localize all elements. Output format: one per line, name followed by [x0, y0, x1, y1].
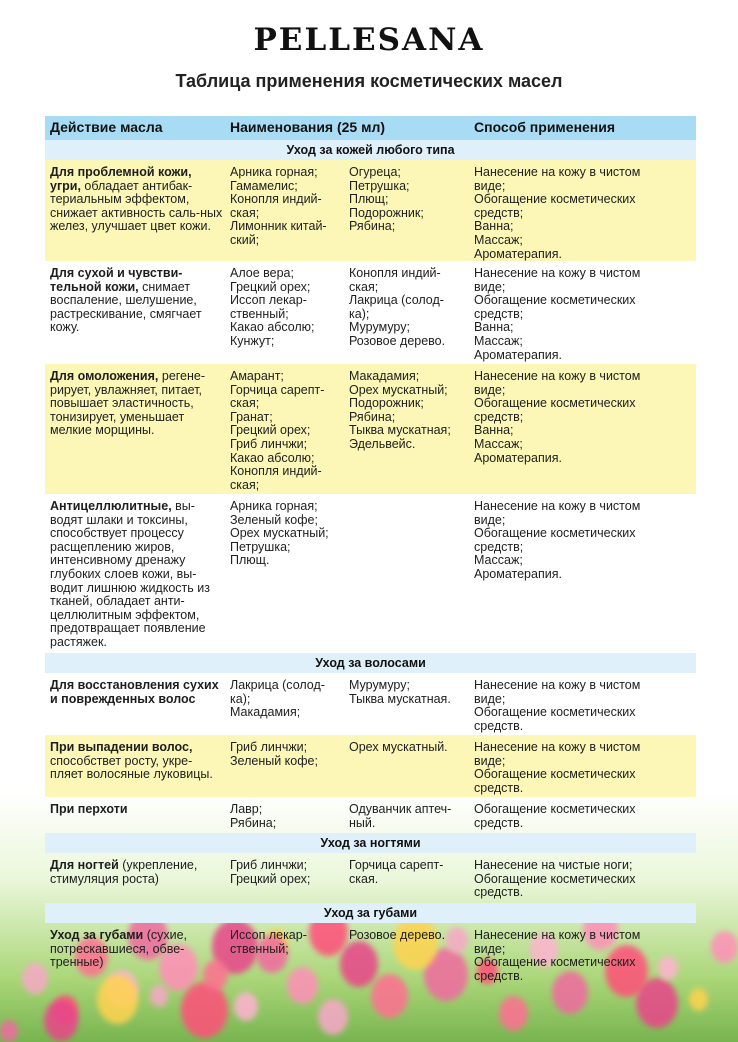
method-cell: Нанесение на кожу в чистом виде; Обогащение косметических средств; Массаж; Ароматерапия. — [474, 499, 641, 581]
oil-names-col1: Гриб линчжи; Грецкий орех; — [230, 858, 311, 886]
action-description: вы-водят шлаки и токсины, способствует процессу расщеплению жиров, интенсивному дренажу глубоких слоев кожи, вы-водит лишнюю жидкость из тканей, обладает анти-целлюлитным эффектом, предотвращает появление растяжек. — [50, 499, 210, 649]
oil-names-col1: Арника горная; Гамамелис; Конопля индий- ская; Лимонник китай- ский; — [230, 165, 327, 247]
table-row — [45, 261, 696, 364]
method-cell: Нанесение на чистые ноги; Обогащение косметических средств. — [474, 858, 636, 900]
action-title: Для омоложения, — [50, 369, 159, 383]
header-names: Наименования (25 мл) — [230, 119, 386, 136]
action-cell — [45, 166, 225, 255]
oil-names-col2: Горчица сарепт- ская. — [349, 858, 444, 886]
action-description: регене-рирует, увлажняет, питает, повышает эластичность, тонизирует, уменьшает мелкие морщины. — [50, 369, 206, 438]
method-cell: Нанесение на кожу в чистом виде; Обогащение косметических средств. — [474, 740, 641, 795]
oil-names-col1: Лавр; Рябина; — [230, 802, 277, 830]
action-cell — [45, 929, 225, 981]
oil-names-col1: Амарант; Горчица сарепт- ская; Гранат; Грецкий орех; Гриб линчжи; Какао абсолю; Конопля индий- ская; — [230, 369, 325, 492]
action-title: Уход за губами — [50, 928, 144, 942]
action-cell — [45, 741, 225, 791]
table-row — [45, 364, 696, 494]
table-row — [45, 923, 696, 987]
flower-blur — [181, 982, 228, 1038]
flower-blur — [150, 985, 168, 1007]
action-title: Антицеллюлитные, — [50, 499, 172, 513]
table-row — [45, 797, 696, 833]
flower-blur — [234, 992, 258, 1021]
table-row — [45, 160, 696, 261]
oil-names-col2: Розовое дерево. — [349, 928, 446, 942]
oil-names-col2 — [346, 500, 468, 647]
action-cell — [45, 267, 225, 358]
action-title: Для сухой и чувстви-тельной кожи, — [50, 266, 183, 294]
oil-names-col1: Иссоп лекар- ственный; — [230, 928, 307, 956]
page-title: Таблица применения косметических масел — [175, 71, 563, 91]
oil-names-col2: Конопля индий- ская; Лакрица (солод- ка); Мурумуру; Розовое дерево. — [349, 266, 446, 348]
brand-logo: PELLESANA — [253, 22, 485, 58]
action-description: (укрепление, стимуляция роста) — [50, 858, 198, 886]
oil-names-col2: Макадамия; Орех мускатный; Подорожник; Рябина; Тыква мускатная; Эдельвейс. — [349, 369, 451, 451]
action-description: обладает антибак-териальным эффектом, снижает активность саль-ных желез, улучшает цвет кожи. — [50, 178, 223, 234]
action-title: При выпадении волос, — [50, 740, 193, 754]
table-body — [45, 140, 696, 987]
oil-names-col1: Алое вера; Грецкий орех; Иссоп лекар- ственный; Какао абсолю; Кунжут; — [230, 266, 315, 348]
oil-names-col2: Огуреца; Петрушка; Плющ; Подорожник; Рябина; — [349, 165, 424, 234]
method-cell: Нанесение на кожу в чистом виде; Обогащение косметических средств; Ванна; Массаж; Ароматерапия. — [474, 369, 641, 465]
action-title: Для проблемной кожи, угри, — [50, 165, 192, 193]
section-title: Уход за ногтями — [45, 833, 696, 853]
method-cell: Нанесение на кожу в чистом виде; Обогащение косметических средств. — [474, 678, 641, 733]
table-row — [45, 853, 696, 903]
action-title: При перхоти — [50, 802, 128, 816]
action-cell — [45, 679, 225, 729]
section-title: Уход за кожей любого типа — [45, 140, 696, 160]
header-method: Способ применения — [474, 119, 616, 136]
action-title: Для ногтей — [50, 858, 119, 872]
action-title: Для восстановления сухих и поврежденных волос — [50, 678, 219, 706]
action-cell — [45, 803, 225, 827]
table-row — [45, 673, 696, 735]
oil-names-col2: Орех мускатный. — [349, 740, 448, 754]
table-header — [45, 116, 696, 140]
action-description: снимает воспаление, шелушение, растрескивание, смягчает кожу. — [50, 279, 202, 335]
method-cell: Нанесение на кожу в чистом виде; Обогащение косметических средств. — [474, 928, 641, 983]
action-description: (сухие, потрескавшиеся, обве-тренные) — [50, 928, 188, 970]
oil-names-col2: Одуванчик аптеч- ный. — [349, 802, 452, 830]
oil-names-col2: Мурумуру; Тыква мускатная. — [349, 678, 451, 706]
flower-blur — [44, 1000, 78, 1041]
flower-blur — [0, 1020, 18, 1042]
section-title: Уход за губами — [45, 903, 696, 923]
action-cell — [45, 500, 225, 647]
method-cell: Нанесение на кожу в чистом виде; Обогащение косметических средств; Ванна; Массаж; Ароматерапия. — [474, 266, 641, 362]
oil-names-col1: Лакрица (солод- ка); Макадамия; — [230, 678, 325, 720]
method-cell: Нанесение на кожу в чистом виде; Обогащение косметических средств; Ванна; Массаж; Ароматерапия. — [474, 165, 641, 261]
method-cell: Обогащение косметических средств. — [474, 802, 636, 830]
flower-blur — [711, 931, 738, 963]
flower-blur — [499, 996, 528, 1031]
flower-blur — [689, 988, 708, 1011]
oil-names-col1: Арника горная; Зеленый кофе; Орех мускатный; Петрушка; Плющ. — [230, 499, 329, 568]
section-title: Уход за волосами — [45, 653, 696, 673]
action-description: способствет росту, укре-пляет волосяные луковицы. — [50, 753, 213, 782]
table-row — [45, 735, 696, 797]
action-cell — [45, 859, 225, 897]
header-action: Действие масла — [50, 119, 163, 136]
oil-usage-table — [45, 116, 696, 987]
table-row — [45, 494, 696, 653]
flower-blur — [318, 999, 348, 1035]
oil-names-col1: Гриб линчжи; Зеленый кофе; — [230, 740, 318, 768]
action-cell — [45, 370, 225, 488]
